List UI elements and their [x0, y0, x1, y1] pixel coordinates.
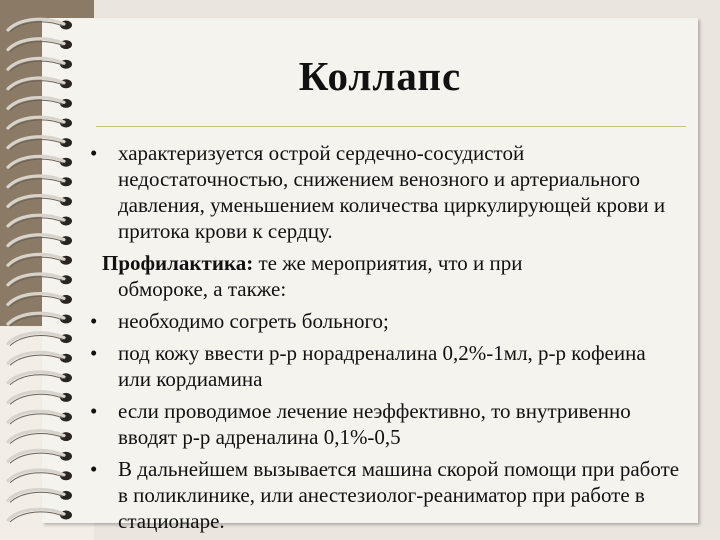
spiral-ring-icon: [8, 254, 72, 267]
spiral-ring-icon: [8, 470, 72, 483]
spiral-ring-icon: [8, 352, 72, 365]
spiral-ring-icon: [8, 196, 72, 209]
list-item-text: характеризуется острой сердечно-сосудистой недостаточностью, снижением венозного и артериального давления, уменьшением количества циркулирующей крови и притока крови к сердцу.: [118, 141, 666, 243]
spiral-ring-icon: [8, 333, 72, 346]
spiral-ring-icon: [8, 117, 72, 130]
bullet-icon: •: [90, 141, 98, 165]
list-item: [90, 140, 680, 244]
spiral-ring-icon: [8, 392, 72, 405]
spiral-ring-icon: [8, 137, 72, 150]
spiral-ring-icon: [8, 313, 72, 326]
list-item-text: те же мероприятия, что и при: [253, 251, 523, 275]
title-divider: [96, 126, 686, 127]
spiral-ring-icon: [8, 509, 72, 522]
list-item-text: В дальнейшем вызывается машина скорой помощи при работе в поликлинике, или анестезиолог-реаниматор при работе в стационаре.: [118, 457, 680, 533]
spiral-ring-icon: [8, 490, 72, 503]
spiral-ring-icon: [8, 176, 72, 189]
list-item: [90, 456, 680, 534]
spiral-ring-icon: [8, 372, 72, 385]
slide-body: [90, 140, 680, 538]
spiral-ring-icon: [8, 274, 72, 287]
bullet-icon: •: [90, 341, 98, 365]
list-item-text: под кожу ввести р-р норадреналина 0,2%-1мл, р-р кофеина или кордиамина: [118, 341, 646, 391]
spiral-ring-icon: [8, 156, 72, 169]
spiral-ring-icon: [8, 215, 72, 228]
list-item-text: необходимо согреть больного;: [118, 309, 389, 333]
bullet-icon: •: [90, 309, 98, 333]
bullet-icon: •: [90, 399, 98, 423]
spiral-ring-icon: [8, 431, 72, 444]
list-item: [90, 398, 680, 450]
list-item-text-continuation: обмороке, а также:: [118, 277, 287, 301]
list-item: [90, 308, 680, 334]
spiral-ring-icon: [8, 235, 72, 248]
bullet-icon: •: [90, 457, 98, 481]
slide-title: Коллапс: [298, 53, 462, 99]
spiral-ring-icon: [8, 411, 72, 424]
list-item: [90, 250, 680, 302]
spiral-ring-icon: [8, 19, 72, 32]
spiral-ring-icon: [8, 294, 72, 307]
spiral-ring-icon: [8, 39, 72, 52]
list-item-text: если проводимое лечение неэффективно, то внутривенно вводят р-р адреналина 0,1%-0,5: [118, 399, 631, 449]
spiral-ring-icon: [8, 450, 72, 463]
list-item: [90, 340, 680, 392]
list-item-bold-label: Профилактика:: [102, 251, 254, 275]
